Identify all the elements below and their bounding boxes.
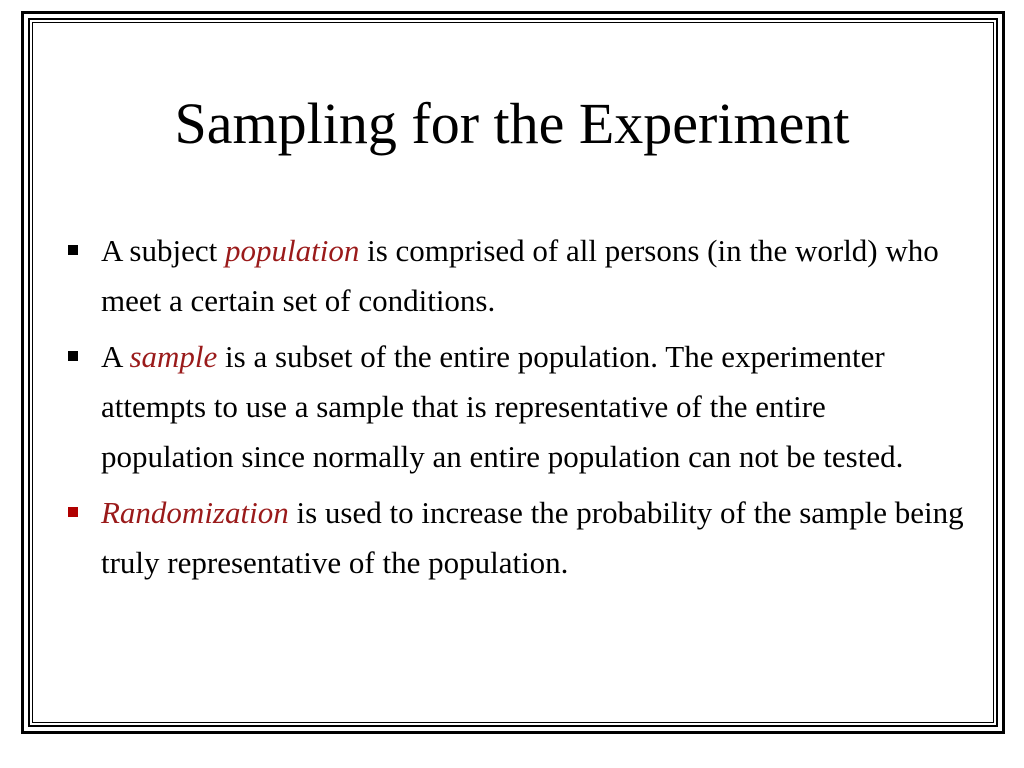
bullet-text-post: is comprised of all persons (in the world) who meet a certain set of conditions. xyxy=(101,233,939,318)
square-bullet-icon xyxy=(68,351,78,361)
bullet-text-pre: A xyxy=(101,339,130,374)
bullet-item xyxy=(64,332,964,482)
bullet-list xyxy=(64,226,964,594)
bullet-text-post: is used to increase the probability of the sample being truly representative of the population. xyxy=(101,495,964,580)
bullet-text-post: is a subset of the entire population. The experimenter attempts to use a sample that is representative of the entire population since normally an entire population can not be tested. xyxy=(101,339,904,474)
bullet-emphasis: sample xyxy=(129,339,218,374)
bullet-emphasis: Randomization xyxy=(101,495,289,530)
bullet-item xyxy=(64,226,964,326)
square-bullet-icon xyxy=(68,245,78,255)
bullet-item xyxy=(64,488,964,588)
bullet-emphasis: population xyxy=(225,233,360,268)
bullet-text-pre: A subject xyxy=(101,233,225,268)
square-bullet-icon xyxy=(68,507,78,517)
slide-title: Sampling for the Experiment xyxy=(174,91,850,156)
